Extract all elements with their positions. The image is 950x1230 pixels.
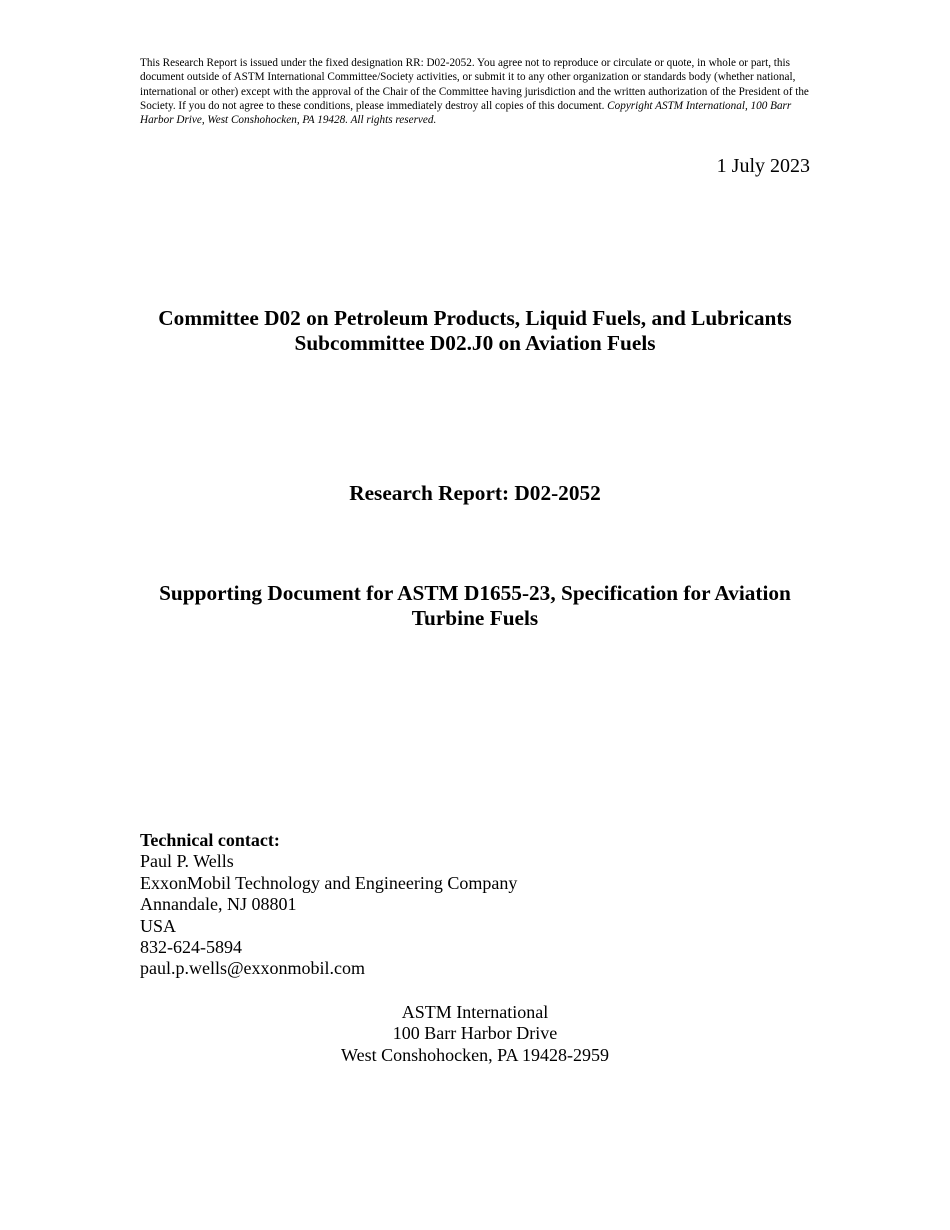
committee-name: Committee D02 on Petroleum Products, Liquid Fuels, and Lubricants — [158, 306, 792, 330]
committee-heading — [140, 306, 810, 356]
contact-phone: 832-624-5894 — [140, 937, 242, 958]
contact-email: paul.p.wells@exxonmobil.com — [140, 958, 366, 979]
usage-notice-text: This Research Report is issued under the fixed designation RR: D02-2052. You agree not to reproduce or circulate or quote, in whole or part, this document outside of ASTM International Committee/Society activities, or submit it to any other organization or standards body (whether national, international or other) except with the approval of the Chair of the Committee having jurisdiction and the written authorization of the President of the Society. If you do not agree to these conditions, please immediately destroy all copies of this document. — [140, 57, 809, 112]
copyright-notice: Copyright ASTM International, 100 Barr Harbor Drive, West Conshohocken, PA 19428. All rights reserved. — [140, 99, 792, 127]
contact-company: ExxonMobil Technology and Engineering Company — [140, 872, 518, 893]
report-date: 1 July 2023 — [716, 155, 810, 177]
report-title: Research Report: D02-2052 — [349, 481, 601, 505]
astm-address — [140, 1002, 810, 1066]
astm-street: 100 Barr Harbor Drive — [392, 1023, 558, 1044]
astm-city: West Conshohocken, PA 19428-2959 — [341, 1044, 609, 1065]
contact-label: Technical contact: — [140, 830, 280, 850]
usage-notice — [140, 56, 812, 127]
contact-name: Paul P. Wells — [140, 851, 234, 872]
technical-contact — [140, 830, 810, 980]
astm-name: ASTM International — [401, 1002, 549, 1022]
supporting-document-title — [140, 581, 810, 631]
contact-country: USA — [140, 915, 177, 936]
subcommittee-name: Subcommittee D02.J0 on Aviation Fuels — [294, 331, 656, 355]
supporting-title-line-2: Turbine Fuels — [411, 606, 539, 630]
contact-city: Annandale, NJ 08801 — [140, 894, 297, 915]
supporting-title-line-1: Supporting Document for ASTM D1655-23, Specification for Aviation — [159, 581, 791, 605]
